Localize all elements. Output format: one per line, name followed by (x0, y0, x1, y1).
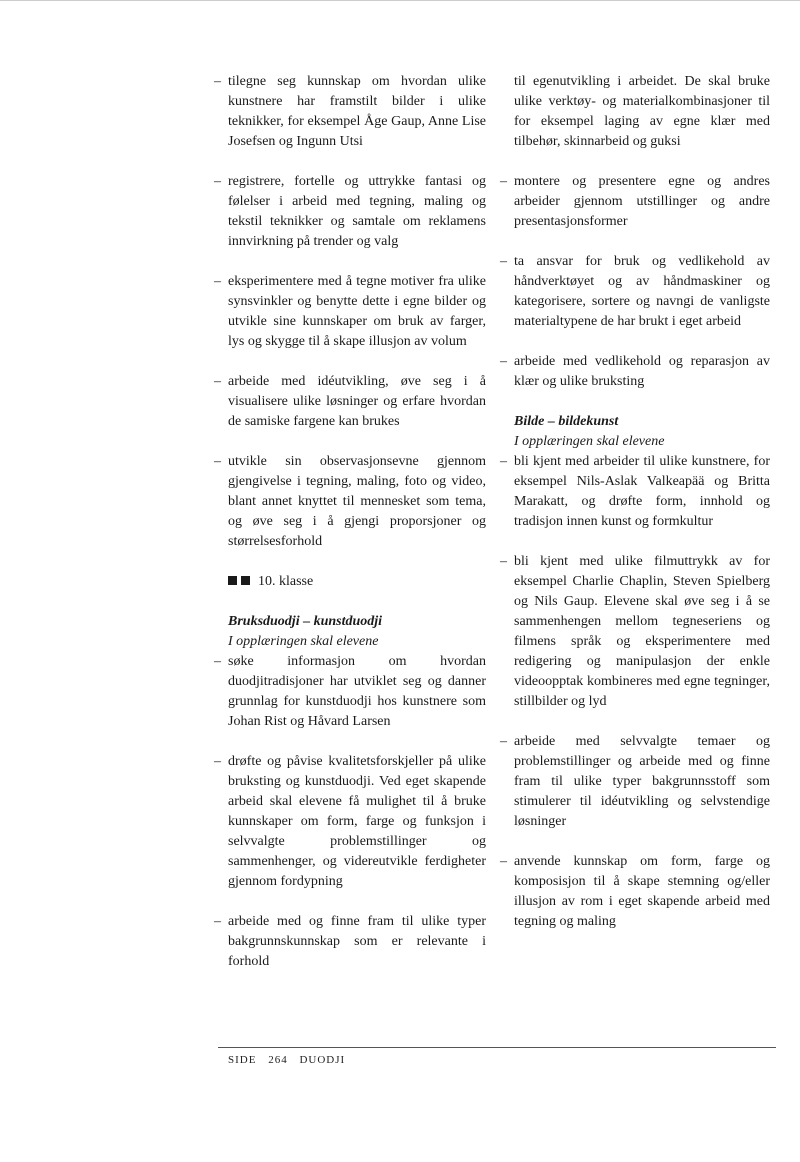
footer-rule (218, 1047, 776, 1048)
list-item-text: arbeide med idéutvikling, øve seg i å visualisere ulike løsninger og erfare hvordan de samiske fargene kan brukes (228, 374, 486, 429)
list-item (214, 652, 486, 732)
list-dash: – (500, 254, 507, 269)
list-item (214, 372, 486, 432)
list-item-text: montere og presentere egne og andres arbeider gjennom utstillinger og andre presentasjonsformer (514, 174, 770, 229)
list-item (500, 452, 770, 532)
list-item (214, 752, 486, 892)
page-footer (228, 1054, 353, 1066)
section-title: Bruksduodji – kunstduodji (228, 614, 383, 629)
list-item (500, 352, 770, 392)
list-item (214, 912, 486, 972)
left-column (214, 72, 486, 992)
list-dash: – (214, 914, 221, 929)
right-column (500, 72, 770, 952)
footer-subject: DUODJI (299, 1054, 346, 1066)
list-item-text: eksperimentere med å tegne motiver fra ulike synsvinkler og benytte dette i egne bilder og utvikle sine kunnskaper om bruk av farger, lys og skygge til å skape illusjon av volum (228, 274, 486, 349)
list-dash: – (214, 654, 221, 669)
list-dash: – (500, 734, 507, 749)
list-dash: – (500, 454, 507, 469)
list-item-text: anvende kunnskap om form, farge og komposisjon til å skape stemning og/eller illusjon av rom i eget skapende arbeid med tegning og maling (514, 854, 770, 929)
section-subtitle: I opplæringen skal elevene (228, 634, 379, 649)
grade-label: 10. klasse (258, 574, 314, 589)
list-item (214, 452, 486, 552)
list-dash: – (214, 454, 221, 469)
list-item-text: drøfte og påvise kvalitetsforskjeller på ulike bruksting og kunstduodji. Ved eget skapende arbeid skal elevene få mulighet til å bruke kunnskaper om form, farge og funksjon i selvvalgte problemstillinger og sammenhenger, og videreutvikle ferdigheter gjennom fordypning (228, 754, 486, 889)
list-item (500, 732, 770, 832)
list-item-text: søke informasjon om hvordan duodjitradisjoner har utviklet seg og danner grunnlag for kunstduodji hos kunstnere som Johan Rist og Håvard Larsen (228, 654, 486, 729)
section-subtitle: I opplæringen skal elevene (514, 434, 665, 449)
list-item (500, 552, 770, 712)
list-dash: – (214, 754, 221, 769)
continued-paragraph: til egenutvikling i arbeidet. De skal bruke ulike verktøy- og materialkombinasjoner til for eksempel laging av egne klær med tilbehør, skinnarbeid og guksi (514, 74, 770, 149)
footer-page-number: 264 (268, 1054, 288, 1066)
list-item (214, 172, 486, 252)
top-edge-line (0, 0, 800, 1)
list-dash: – (214, 374, 221, 389)
list-item (500, 252, 770, 332)
list-item (500, 172, 770, 232)
list-item-text: utvikle sin observasjonsevne gjennom gjengivelse i tegning, maling, foto og video, blant annet knyttet til mennesket som tema, og øve seg i å gjengi proporsjoner og størrelsesforhold (228, 454, 486, 549)
footer-side-label: SIDE (228, 1054, 257, 1066)
list-item-text: bli kjent med arbeider til ulike kunstnere, for eksempel Nils-Aslak Valkeapää og Britta Marakatt, og drøfte form, innhold og tradisjon innen kunst og formkultur (514, 454, 770, 529)
list-item-text: bli kjent med ulike filmuttrykk av for eksempel Charlie Chaplin, Steven Spielberg og Nils Gaup. Elevene skal øve seg i å se sammenhengen mellom tegneseriens og filmens språk og eksperimentere med redigering og manipulasjon der enkle videoopptak kombineres med egne tegninger, stillbilder og lyd (514, 554, 770, 709)
list-item-text: arbeide med vedlikehold og reparasjon av klær og ulike bruksting (514, 354, 770, 389)
list-item-text: ta ansvar for bruk og vedlikehold av håndverktøyet og av håndmaskiner og kategorisere, sortere og navngi de vanligste materialtypene de har brukt i eget arbeid (514, 254, 770, 329)
list-item (214, 272, 486, 352)
list-item (500, 852, 770, 932)
grade-heading (228, 572, 486, 592)
square-bullet-icon (241, 576, 250, 585)
section-title: Bilde – bildekunst (514, 414, 619, 429)
list-dash: – (214, 174, 221, 189)
list-dash: – (214, 74, 221, 89)
list-item-text: arbeide med selvvalgte temaer og problemstillinger og arbeide med og finne fram til ulike typer bakgrunnsstoff som stimulerer til idéutvikling og selvstendige løsninger (514, 734, 770, 829)
list-item-text: registrere, fortelle og uttrykke fantasi og følelser i arbeid med tegning, maling og tekstil teknikker og samtale om reklamens innvirkning på trender og valg (228, 174, 486, 249)
list-dash: – (500, 354, 507, 369)
list-item (214, 72, 486, 152)
list-item-text: tilegne seg kunnskap om hvordan ulike kunstnere har framstilt bilder i ulike teknikker, for eksempel Åge Gaup, Anne Lise Josefsen og Ingunn Utsi (228, 74, 486, 149)
square-bullet-icon (228, 576, 237, 585)
list-dash: – (500, 854, 507, 869)
list-dash: – (214, 274, 221, 289)
list-dash: – (500, 174, 507, 189)
list-dash: – (500, 554, 507, 569)
list-item-text: arbeide med og finne fram til ulike typer bakgrunnskunnskap som er relevante i forhold (228, 914, 486, 969)
